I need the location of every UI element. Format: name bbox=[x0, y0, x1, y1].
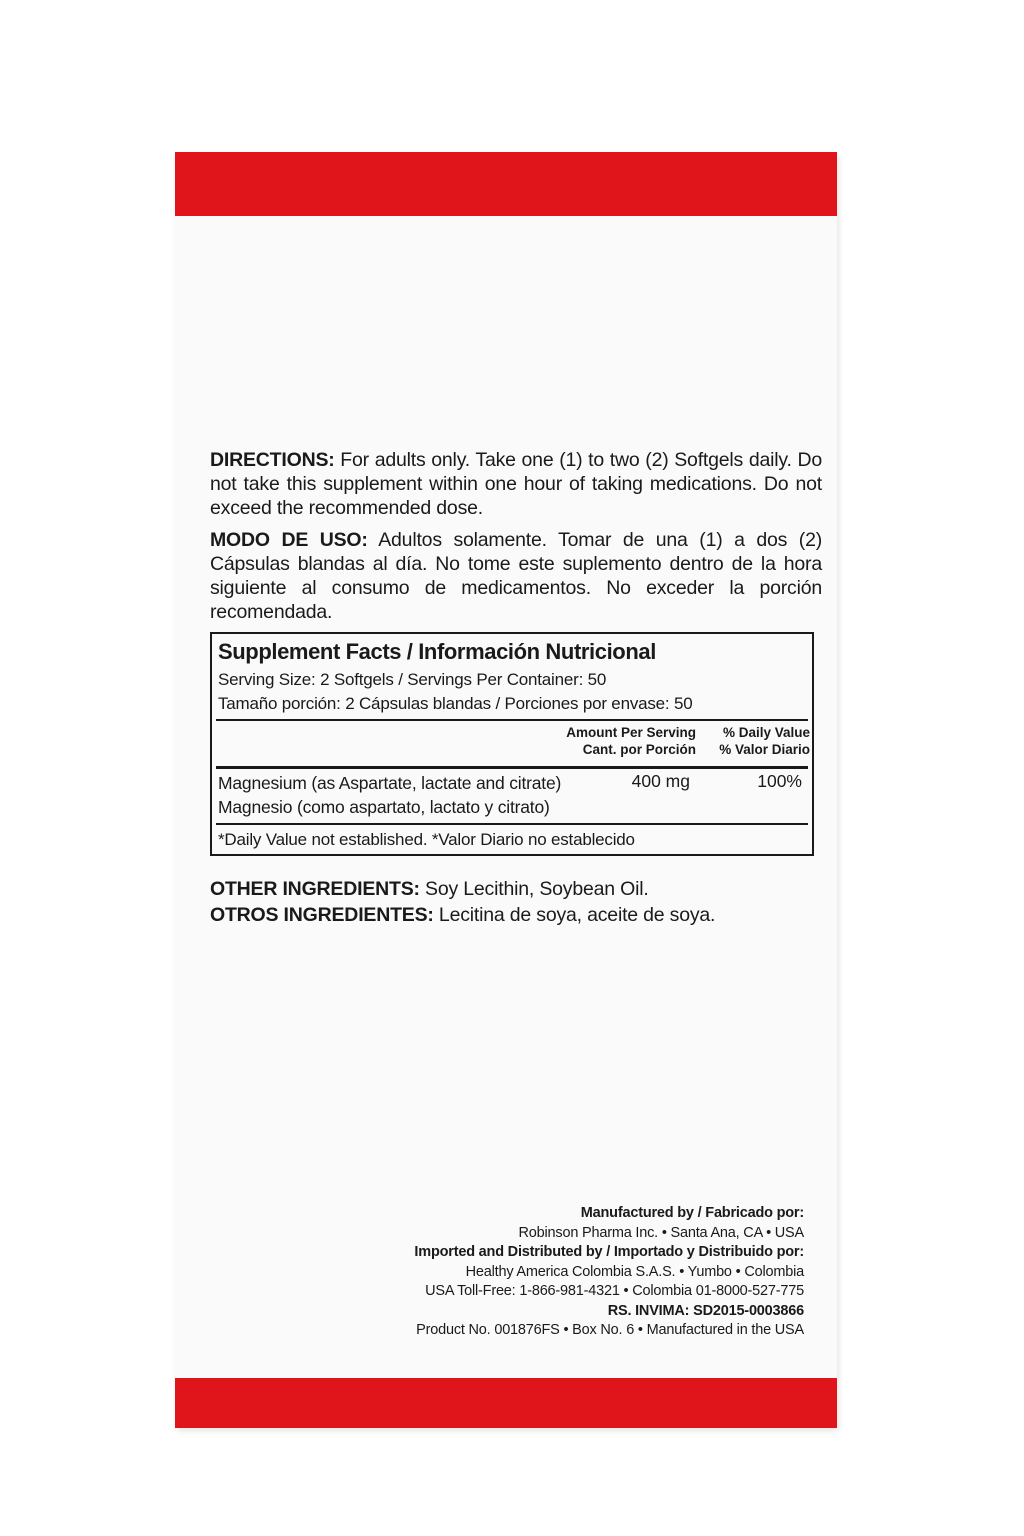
facts-divider bbox=[216, 719, 808, 721]
manufactured-by-label: Manufactured by / Fabricado por: bbox=[580, 1205, 804, 1221]
ingredients-es bbox=[210, 902, 715, 928]
directions-paragraph bbox=[210, 448, 822, 520]
facts-divider-bottom bbox=[216, 823, 808, 825]
manufacturer-name: Robinson Pharma Inc. • Santa Ana, CA • USA bbox=[518, 1224, 804, 1241]
nutrient-name-es: Magnesio (como aspartato, lactato y citrato) bbox=[218, 797, 550, 817]
dv-header-es: % Valor Diario bbox=[719, 742, 810, 757]
top-red-band bbox=[175, 152, 837, 216]
nutrient-name-en: Magnesium (as Aspartate, lactate and citrate) bbox=[218, 773, 562, 793]
ingredients-en bbox=[210, 876, 715, 902]
manufacturer-info bbox=[284, 1204, 804, 1341]
amount-per-serving-header bbox=[542, 724, 696, 758]
importer-name: Healthy America Colombia S.A.S. • Yumbo • Colombia bbox=[465, 1263, 804, 1280]
serving-size-es: Tamaño porción: 2 Cápsulas blandas / Porciones por envase: 50 bbox=[218, 694, 693, 713]
serving-size-en: Serving Size: 2 Softgels / Servings Per Container: 50 bbox=[218, 670, 607, 689]
ingredients-es-label: OTROS INGREDIENTES: bbox=[210, 904, 434, 926]
amount-header-es: Cant. por Porción bbox=[582, 742, 696, 757]
bottom-red-band bbox=[175, 1378, 837, 1428]
modo-de-uso-paragraph bbox=[210, 528, 822, 624]
other-ingredients bbox=[210, 876, 715, 928]
ingredients-en-label: OTHER INGREDIENTS: bbox=[210, 878, 420, 900]
facts-footnote: *Daily Value not established. *Valor Diario no establecido bbox=[218, 830, 635, 849]
product-number: Product No. 001876FS • Box No. 6 • Manufactured in the USA bbox=[416, 1322, 804, 1338]
ingredients-en-text: Soy Lecithin, Soybean Oil. bbox=[419, 878, 649, 900]
nutrient-name bbox=[218, 771, 561, 819]
amount-header-en: Amount Per Serving bbox=[566, 725, 696, 740]
nutrient-amount: 400 mg bbox=[631, 771, 690, 791]
modo-text: Adultos solamente. Tomar de una (1) a dos (2) Cápsulas blandas al día. No tome este suplemento dentro de la hora siguiente al consumo de medicamentos. No exceder la porción recomendada. bbox=[210, 529, 823, 623]
imported-by-label: Imported and Distributed by / Importado y Distribuido por: bbox=[414, 1244, 804, 1260]
dv-header-en: % Daily Value bbox=[722, 725, 810, 740]
directions-label: DIRECTIONS: bbox=[210, 449, 335, 471]
facts-title: Supplement Facts / Información Nutricional bbox=[218, 639, 656, 664]
toll-free-phones: USA Toll-Free: 1-866-981-4321 • Colombia 01-8000-527-775 bbox=[425, 1283, 804, 1299]
directions-text: For adults only. Take one (1) to two (2) Softgels daily. Do not take this supplement within one hour of taking medications. Do not exceed the recommended dose. bbox=[210, 449, 822, 519]
ingredients-es-text: Lecitina de soya, aceite de soya. bbox=[433, 904, 716, 926]
product-box-back bbox=[175, 152, 837, 1428]
daily-value-header bbox=[702, 724, 810, 758]
modo-label: MODO DE USO: bbox=[210, 529, 368, 551]
invima-registration: RS. INVIMA: SD2015-0003866 bbox=[607, 1302, 804, 1319]
supplement-facts-panel bbox=[210, 632, 814, 856]
nutrient-daily-value: 100% bbox=[757, 771, 802, 791]
facts-divider-heavy bbox=[216, 766, 808, 769]
